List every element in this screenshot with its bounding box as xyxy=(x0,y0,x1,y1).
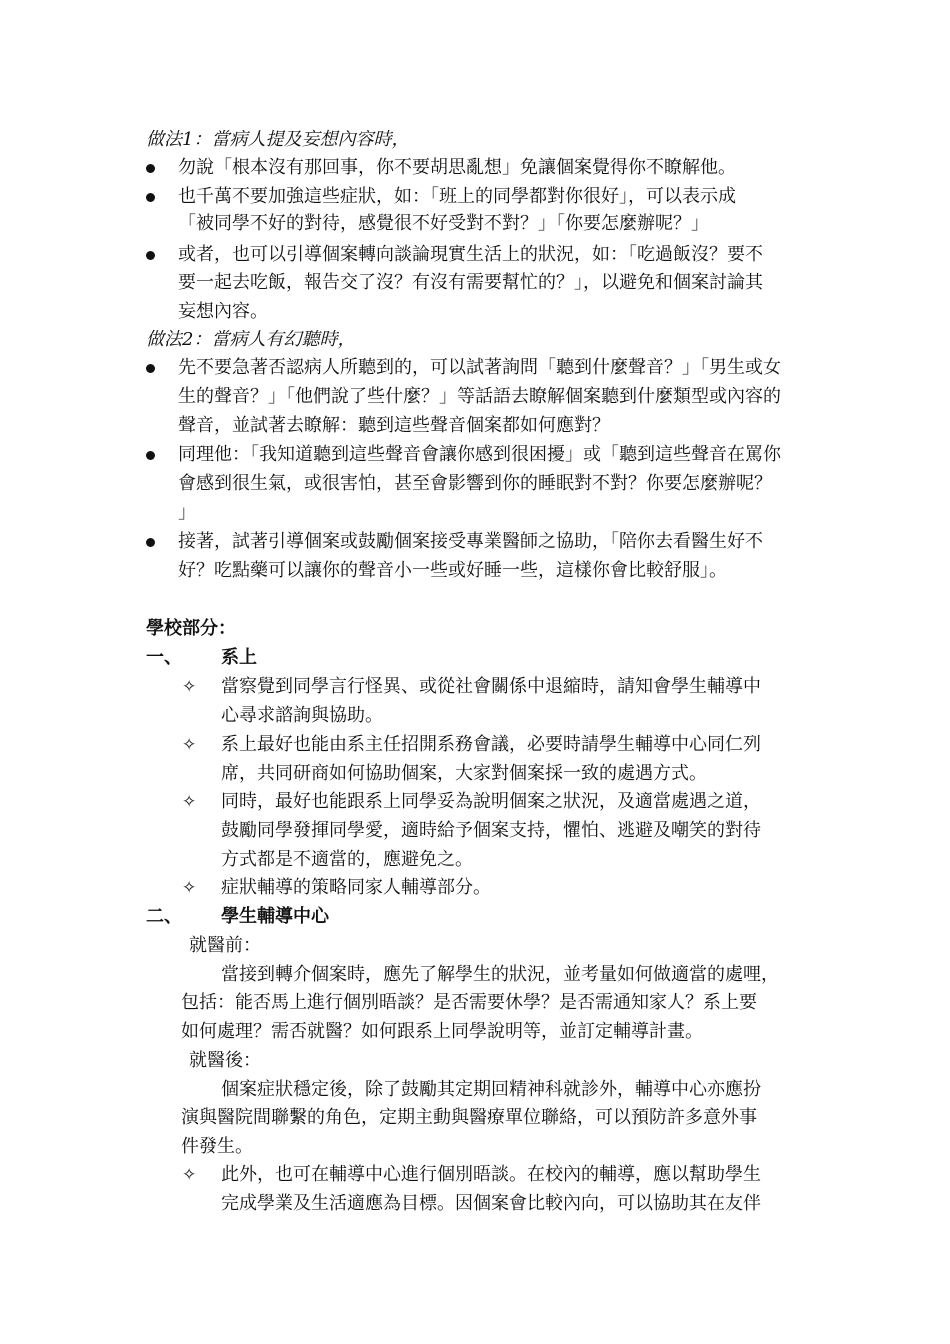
p1-i3-line2: 鼓勵同學發揮同學愛，適時給予個案支持，懼怕、逃避及嘲笑的對待 xyxy=(221,820,761,841)
bullet-icon xyxy=(146,251,155,260)
s1-b1-line1: 勿說「根本沒有那回事，你不要胡思亂想」免讓個案覺得你不瞭解他。 xyxy=(178,157,736,178)
part2-title: 學生輔導中心 xyxy=(221,906,329,927)
p2-i1-line1: 此外，也可在輔導中心進行個別晤談。在校內的輔導，應以幫助學生 xyxy=(221,1164,761,1185)
bullet-icon xyxy=(146,364,155,373)
diamond-bullet-icon: ✧ xyxy=(182,792,197,812)
before-line3: 如何處理？需否就醫？如何跟系上同學說明等，並訂定輔導計畫。 xyxy=(181,1021,703,1042)
part1-number: 一、 xyxy=(146,647,182,668)
after-line2: 演與醫院間聯繫的角色，定期主動與醫療單位聯絡，可以預防許多意外事 xyxy=(181,1107,757,1128)
bullet-icon xyxy=(146,193,155,202)
p1-i2-line1: 系上最好也能由系主任招開系務會議，必要時請學生輔導中心同仁列 xyxy=(221,734,761,755)
s1-b2-line2: 「被同學不好的對待，感覺很不好受對不對？」「你要怎麼辦呢？」 xyxy=(178,213,709,234)
s1-b3-line2: 要一起去吃飯，報告交了沒？有沒有需要幫忙的？」，以避免和個案討論其 xyxy=(178,272,763,293)
section1-heading: 做法1：當病人提及妄想內容時， xyxy=(146,129,410,150)
s1-b3-line3: 妄想內容。 xyxy=(178,301,268,322)
p1-i1-line2: 心尋求諮詢與協助。 xyxy=(221,705,383,726)
s1-b3-line1: 或者，也可以引導個案轉向談論現實生活上的狀況，如：「吃過飯沒？要不 xyxy=(178,244,763,265)
before-line1: 當接到轉介個案時，應先了解學生的狀況，並考量如何做適當的處哩， xyxy=(221,964,779,985)
p1-i1-line1: 當察覺到同學言行怪異、或從社會關係中退縮時，請知會學生輔導中 xyxy=(221,676,761,697)
p1-i2-line2: 席，共同研商如何協助個案，大家對個案採一致的處遇方式。 xyxy=(221,763,707,784)
part2-number: 二、 xyxy=(146,906,182,927)
s2-b2-line2: 會感到很生氣，或很害怕，甚至會影響到你的睡眠對不對？你要怎麼辦呢？ xyxy=(178,473,772,494)
before-line2: 包括：能否馬上進行個別晤談？是否需要休學？是否需通知家人？系上要 xyxy=(181,992,757,1013)
bullet-icon xyxy=(146,538,155,547)
s2-b3-line1: 接著，試著引導個案或鼓勵個案接受專業醫師之協助，「陪你去看醫生好不 xyxy=(178,531,763,552)
after-line3: 件發生。 xyxy=(181,1136,253,1157)
before-treatment-label: 就醫前： xyxy=(189,935,261,956)
bullet-icon xyxy=(146,451,155,460)
s2-b1-line3: 聲音，並試著去瞭解：聽到這些聲音個案都如何應對？ xyxy=(178,415,610,436)
s2-b1-line1: 先不要急著否認病人所聽到的，可以試著詢問「聽到什麼聲音？」「男生或女 xyxy=(178,357,781,378)
s2-b2-line1: 同理他：「我知道聽到這些聲音會讓你感到很困擾」或「聽到這些聲音在罵你 xyxy=(178,444,781,465)
section2-heading: 做法2：當病人有幻聽時， xyxy=(146,329,356,350)
p2-i1-line2: 完成學業及生活適應為目標。因個案會比較內向，可以協助其在友伴 xyxy=(221,1193,761,1214)
s1-b2-line1: 也千萬不要加強這些症狀，如：「班上的同學都對你很好」，可以表示成 xyxy=(178,186,736,207)
diamond-bullet-icon: ✧ xyxy=(182,1165,197,1185)
bullet-icon xyxy=(146,164,155,173)
p1-i3-line1: 同時，最好也能跟系上同學妥為說明個案之狀況，及適當處遇之道， xyxy=(221,791,761,812)
after-line1: 個案症狀穩定後，除了鼓勵其定期回精神科就診外，輔導中心亦應扮 xyxy=(221,1079,761,1100)
s2-b3-line2: 好？吃點藥可以讓你的聲音小一些或好睡一些，這樣你會比較舒服」。 xyxy=(178,560,727,581)
p1-i4-line1: 症狀輔導的策略同家人輔導部分。 xyxy=(221,877,491,898)
after-treatment-label: 就醫後： xyxy=(189,1050,261,1071)
school-heading: 學校部分： xyxy=(146,618,236,639)
diamond-bullet-icon: ✧ xyxy=(182,677,197,697)
diamond-bullet-icon: ✧ xyxy=(182,878,197,898)
s2-b1-line2: 生的聲音？」「他們說了些什麼？」等話語去瞭解個案聽到什麼類型或內容的 xyxy=(178,386,781,407)
p1-i3-line3: 方式都是不適當的，應避免之。 xyxy=(221,849,473,870)
part1-title: 系上 xyxy=(221,647,257,668)
s2-b2-line3: 」 xyxy=(178,502,196,523)
diamond-bullet-icon: ✧ xyxy=(182,735,197,755)
